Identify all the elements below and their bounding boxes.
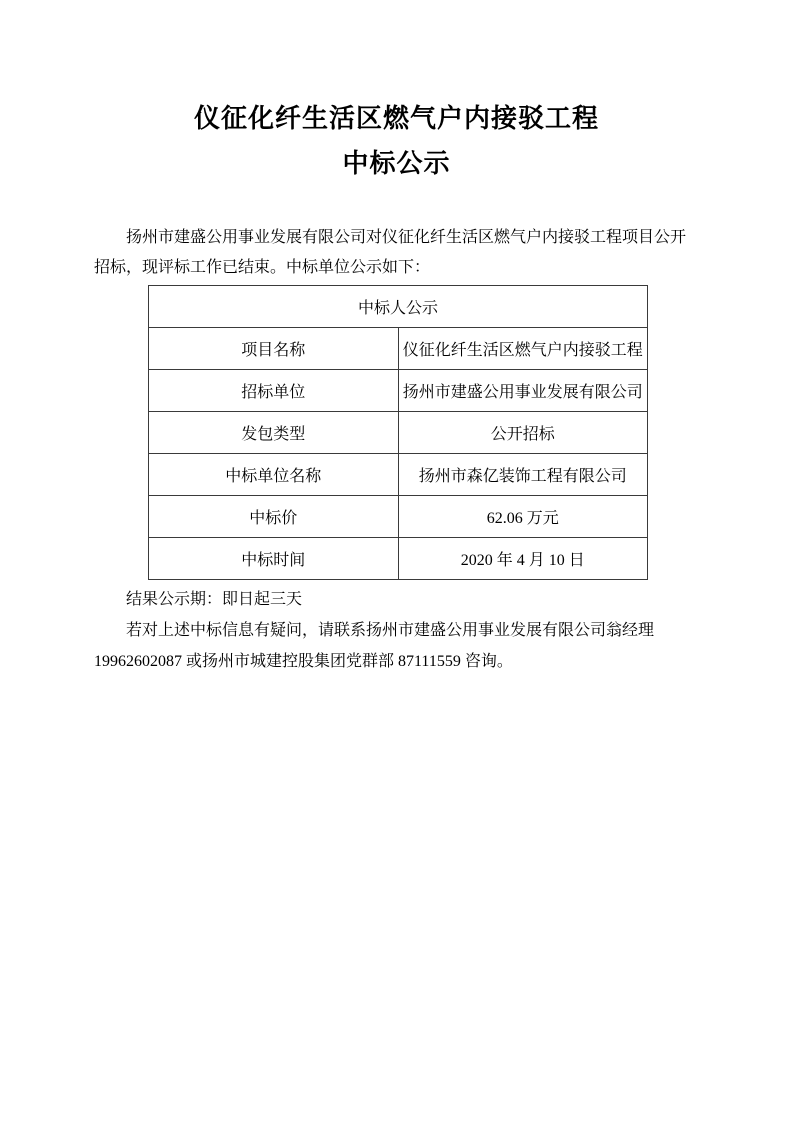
intro-line-2: 招标，现评标工作已结束。中标单位公示如下：: [94, 259, 431, 276]
table-row: [149, 328, 648, 370]
intro-line-1: 扬州市建盛公用事业发展有限公司对仪征化纤生活区燃气户内接驳工程项目公开: [126, 229, 687, 246]
result-period-line: 结果公示期：即日起三天: [126, 591, 303, 608]
table-row: [149, 370, 648, 412]
row-label: 发包类型: [149, 412, 399, 454]
award-table: [148, 285, 648, 580]
row-value: 2020 年 4 月 10 日: [398, 538, 648, 580]
document-title: [0, 0, 793, 186]
row-label: 中标时间: [149, 538, 399, 580]
table-row: [149, 454, 648, 496]
contact-line-1: 若对上述中标信息有疑问，请联系扬州市建盛公用事业发展有限公司翁经理: [126, 622, 655, 639]
row-label: 中标单位名称: [149, 454, 399, 496]
row-label: 招标单位: [149, 370, 399, 412]
contact-paragraph: [94, 615, 703, 677]
contact-line-2: 19962602087 或扬州市城建控股集团党群部 87111559 咨询。: [94, 653, 513, 670]
title-line-2: 中标公示: [342, 149, 451, 178]
row-value: 公开招标: [398, 412, 648, 454]
row-value: 扬州市建盛公用事业发展有限公司: [398, 370, 648, 412]
row-value: 62.06 万元: [398, 496, 648, 538]
table-row: [149, 412, 648, 454]
row-label: 中标价: [149, 496, 399, 538]
row-value: 仪征化纤生活区燃气户内接驳工程: [398, 328, 648, 370]
intro-paragraph: [94, 223, 703, 283]
table-row: [149, 496, 648, 538]
row-label: 项目名称: [149, 328, 399, 370]
table-header-row: [149, 286, 648, 328]
table-title: 中标人公示: [149, 286, 648, 328]
row-value: 扬州市森亿装饰工程有限公司: [398, 454, 648, 496]
table-row: [149, 538, 648, 580]
title-line-1: 仪征化纤生活区燃气户内接驳工程: [193, 104, 599, 133]
